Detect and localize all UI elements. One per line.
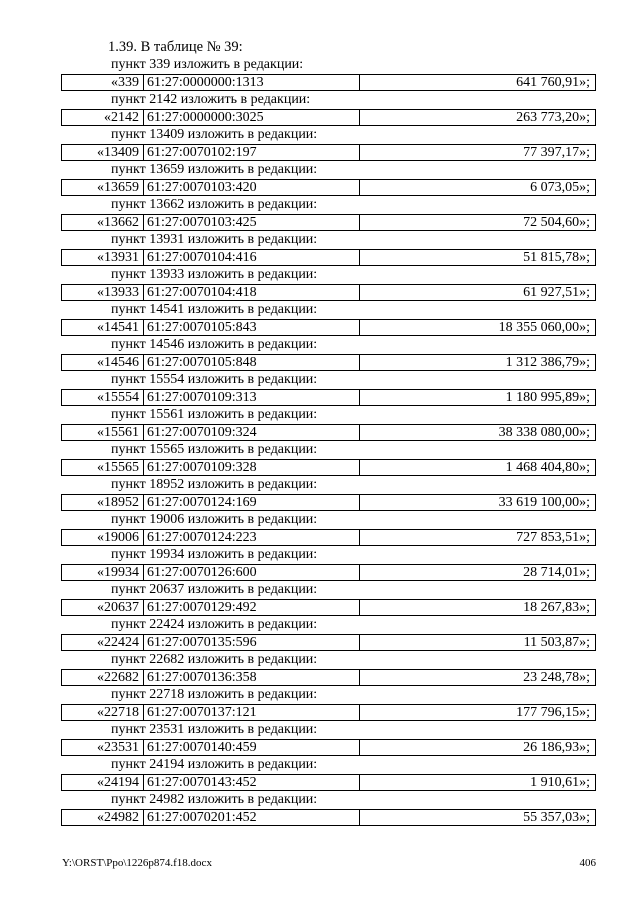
amendment-entry [61,266,596,301]
entry-caption: пункт 22718 изложить в редакции: [111,687,318,702]
value-cell: 51 815,78»; [523,250,590,265]
table-row [61,354,596,371]
cadastral-number-cell: 61:27:0070109:324 [144,425,360,440]
entry-caption: пункт 22682 изложить в редакции: [111,652,318,667]
item-number-cell: «339 [62,75,144,90]
cadastral-number-cell: 61:27:0070104:418 [144,285,360,300]
cadastral-number-cell: 61:27:0070104:416 [144,250,360,265]
table-row [61,424,596,441]
amendment-entry [61,231,596,266]
entry-caption: пункт 23531 изложить в редакции: [111,722,318,737]
amendment-entry [61,476,596,511]
amendment-entry [61,196,596,231]
cadastral-number-cell: 61:27:0070201:452 [144,810,360,825]
amendment-entry [61,301,596,336]
value-cell: 1 312 386,79»; [505,355,590,370]
amendment-entry [61,651,596,686]
item-number-cell: «14541 [62,320,144,335]
value-cell: 18 267,83»; [523,600,590,615]
value-cell: 77 397,17»; [523,145,590,160]
value-cell: 1 180 995,89»; [505,390,590,405]
table-row [61,774,596,791]
item-number-cell: «19934 [62,565,144,580]
item-number-cell: «18952 [62,495,144,510]
cadastral-number-cell: 61:27:0000000:3025 [144,110,360,125]
value-cell: 26 186,93»; [523,740,590,755]
item-number-cell: «15554 [62,390,144,405]
entry-caption: пункт 22424 изложить в редакции: [111,617,318,632]
item-number-cell: «24194 [62,775,144,790]
amendment-list [61,56,596,826]
item-number-cell: «15561 [62,425,144,440]
table-row [61,144,596,161]
cadastral-number-cell: 61:27:0070140:459 [144,740,360,755]
entry-caption: пункт 24194 изложить в редакции: [111,757,318,772]
table-row [61,494,596,511]
amendment-entry [61,756,596,791]
value-cell: 727 853,51»; [516,530,590,545]
amendment-entry [61,511,596,546]
cadastral-number-cell: 61:27:0070136:358 [144,670,360,685]
value-cell: 72 504,60»; [523,215,590,230]
cadastral-number-cell: 61:27:0070103:420 [144,180,360,195]
cadastral-number-cell: 61:27:0070135:596 [144,635,360,650]
amendment-entry [61,581,596,616]
value-cell: 263 773,20»; [516,110,590,125]
entry-caption: пункт 20637 изложить в редакции: [111,582,318,597]
amendment-entry [61,56,596,91]
entry-caption: пункт 14541 изложить в редакции: [111,302,318,317]
entry-caption: пункт 13409 изложить в редакции: [111,127,318,142]
entry-caption: пункт 19006 изложить в редакции: [111,512,318,527]
cadastral-number-cell: 61:27:0070102:197 [144,145,360,160]
cadastral-number-cell: 61:27:0070143:452 [144,775,360,790]
value-cell: 61 927,51»; [523,285,590,300]
amendment-entry [61,91,596,126]
amendment-entry [61,336,596,371]
cadastral-number-cell: 61:27:0070137:121 [144,705,360,720]
entry-caption: пункт 339 изложить в редакции: [111,57,304,72]
entry-caption: пункт 13662 изложить в редакции: [111,197,318,212]
entry-caption: пункт 18952 изложить в редакции: [111,477,318,492]
table-row [61,529,596,546]
table-row [61,109,596,126]
cadastral-number-cell: 61:27:0000000:1313 [144,75,360,90]
value-cell: 6 073,05»; [530,180,590,195]
table-row [61,74,596,91]
amendment-entry [61,161,596,196]
table-row [61,459,596,476]
value-cell: 641 760,91»; [516,75,590,90]
entry-caption: пункт 15561 изложить в редакции: [111,407,318,422]
table-row [61,669,596,686]
amendment-entry [61,791,596,826]
table-row [61,249,596,266]
item-number-cell: «22718 [62,705,144,720]
value-cell: 33 619 100,00»; [498,495,590,510]
value-cell: 1 910,61»; [530,775,590,790]
value-cell: 18 355 060,00»; [498,320,590,335]
item-number-cell: «14546 [62,355,144,370]
value-cell: 23 248,78»; [523,670,590,685]
entry-caption: пункт 14546 изложить в редакции: [111,337,318,352]
entry-caption: пункт 15554 изложить в редакции: [111,372,318,387]
cadastral-number-cell: 61:27:0070103:425 [144,215,360,230]
entry-caption: пункт 19934 изложить в редакции: [111,547,318,562]
table-row [61,704,596,721]
table-row [61,739,596,756]
entry-caption: пункт 15565 изложить в редакции: [111,442,318,457]
cadastral-number-cell: 61:27:0070129:492 [144,600,360,615]
item-number-cell: «19006 [62,530,144,545]
amendment-entry [61,371,596,406]
item-number-cell: «13659 [62,180,144,195]
entry-caption: пункт 13659 изложить в редакции: [111,162,318,177]
table-row [61,319,596,336]
cadastral-number-cell: 61:27:0070124:169 [144,495,360,510]
entry-caption: пункт 13931 изложить в редакции: [111,232,318,247]
amendment-entry [61,441,596,476]
value-cell: 1 468 404,80»; [505,460,590,475]
entry-caption: пункт 13933 изложить в редакции: [111,267,318,282]
amendment-entry [61,616,596,651]
value-cell: 28 714,01»; [523,565,590,580]
value-cell: 11 503,87»; [523,635,590,650]
footer-file-path: Y:\ORST\Ppo\1226p874.f18.docx [62,857,212,869]
item-number-cell: «13662 [62,215,144,230]
item-number-cell: «13409 [62,145,144,160]
table-row [61,179,596,196]
entry-caption: пункт 24982 изложить в редакции: [111,792,318,807]
item-number-cell: «24982 [62,810,144,825]
entry-caption: пункт 2142 изложить в редакции: [111,92,311,107]
amendment-entry [61,546,596,581]
table-row [61,564,596,581]
table-row [61,389,596,406]
table-row [61,634,596,651]
value-cell: 38 338 080,00»; [498,425,590,440]
table-row [61,214,596,231]
item-number-cell: «13931 [62,250,144,265]
amendment-entry [61,686,596,721]
cadastral-number-cell: 61:27:0070105:843 [144,320,360,335]
table-row [61,599,596,616]
table-row [61,284,596,301]
amendment-entry [61,126,596,161]
amendment-entry [61,721,596,756]
item-number-cell: «22682 [62,670,144,685]
section-heading: 1.39. В таблице № 39: [108,39,243,55]
item-number-cell: «15565 [62,460,144,475]
amendment-entry [61,406,596,441]
cadastral-number-cell: 61:27:0070109:313 [144,390,360,405]
item-number-cell: «22424 [62,635,144,650]
cadastral-number-cell: 61:27:0070109:328 [144,460,360,475]
item-number-cell: «23531 [62,740,144,755]
table-row [61,809,596,826]
cadastral-number-cell: 61:27:0070105:848 [144,355,360,370]
item-number-cell: «20637 [62,600,144,615]
value-cell: 177 796,15»; [516,705,590,720]
footer-page-number: 406 [579,857,596,869]
item-number-cell: «2142 [62,110,144,125]
cadastral-number-cell: 61:27:0070126:600 [144,565,360,580]
value-cell: 55 357,03»; [523,810,590,825]
item-number-cell: «13933 [62,285,144,300]
cadastral-number-cell: 61:27:0070124:223 [144,530,360,545]
